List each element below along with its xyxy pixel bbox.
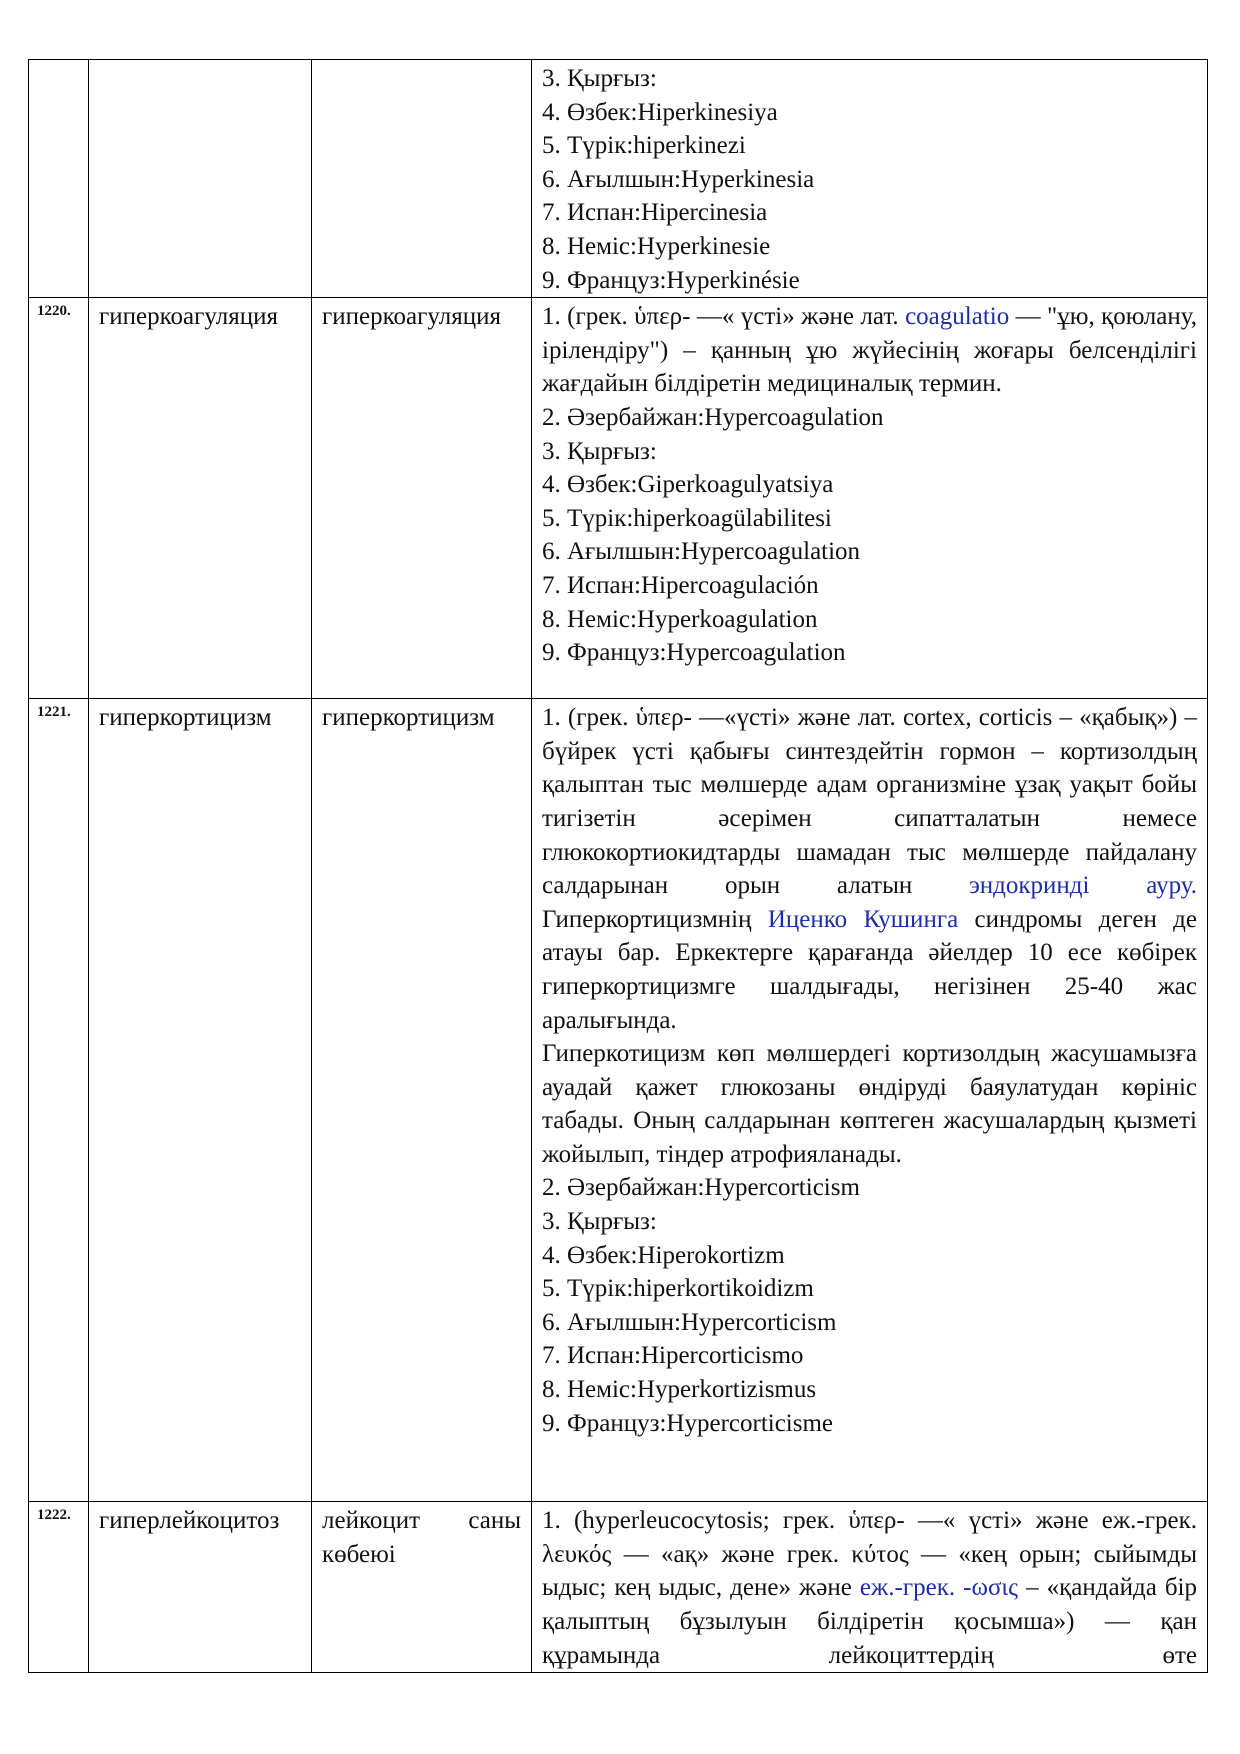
definition-text: Гиперкортицизмнің [542, 905, 752, 933]
definition-text: 1. (hyperleucocytosis; грек. ὑπερ- —« үсті» және еж.-грек. λευκός — «ақ» және грек. κύτος — «кең орын; сыйымды ыдыс; кең ыдыс, дене» және [542, 1507, 1197, 1602]
russian-term [312, 60, 532, 298]
table-row [29, 1502, 1208, 1673]
russian-term [312, 298, 532, 699]
definition-text: — "ұю, қоюлану, ірілендіру") – қанның ұю жүйесінің жоғары белсенділігі жағдайын білдіретін медициналық термин. [542, 303, 1198, 398]
translation-line: 8. Неміс:Hyperkinesie [542, 232, 771, 260]
table-row [29, 699, 1208, 1502]
entry-number: 1220. [29, 298, 89, 699]
russian-term [312, 699, 532, 1502]
definition-cell [532, 1502, 1208, 1673]
translation-line: 6. Ағылшын:Hyperkinesia [542, 165, 815, 193]
kazakh-term [89, 1502, 312, 1673]
entry-number [29, 60, 89, 298]
translation-line: 8. Неміс:Hyperkortizismus [542, 1376, 817, 1404]
translation-line: 4. Өзбек:Giperkoagulyatsiya [542, 471, 834, 499]
translation-line: 2. Әзербайжан:Hypercoagulation [542, 403, 884, 431]
translation-line: 4. Өзбек:Hiperkinesiya [542, 98, 778, 126]
definition-paragraph [542, 300, 1197, 401]
definition-paragraph [542, 1504, 1197, 1672]
translation-line: 5. Түрік:hiperkoagülabilitesi [542, 504, 832, 532]
translation-line: 6. Ағылшын:Hypercoagulation [542, 538, 861, 566]
term-text: гиперкоагуляция [99, 303, 278, 331]
entry-number: 1222. [29, 1502, 89, 1673]
kazakh-term [89, 60, 312, 298]
translation-line: 7. Испан:Hipercinesia [542, 199, 768, 227]
translation-line: 3. Қырғыз: [542, 1208, 657, 1236]
translation-line: 9. Француз:Hypercoagulation [542, 639, 846, 667]
definition-text: 1. (грек. ὑπερ- —«үсті» және лат. cortex, corticis – «қабық») – бүйрек үсті қабығы синтездейтін гормон – кортизолдың қалыптан тыс мөлшерде адам организміне ұзақ уақыт бойы тигізетін әсерімен сипатталатын немесе глюкокортиокидтарды шамадан тыс мөлшерде пайдалану салдарынан орын алатын [542, 704, 1197, 900]
table-row [29, 298, 1208, 699]
translation-line: 4. Өзбек:Hiperokortizm [542, 1241, 785, 1269]
kazakh-term [89, 699, 312, 1502]
term-text: гиперкоагуляция [322, 303, 501, 331]
translation-line: 9. Француз:Hyperkinésie [542, 266, 800, 294]
wiki-link[interactable]: coagulatio [905, 303, 1010, 331]
translation-line: 8. Неміс:Hyperkoagulation [542, 605, 818, 633]
definition-cell [532, 298, 1208, 699]
table-row [29, 60, 1208, 298]
wiki-link[interactable]: эндокринді ауру. [969, 872, 1197, 900]
translation-line: 5. Түрік:hiperkortikoidizm [542, 1275, 814, 1303]
translation-line: 7. Испан:Hipercoagulación [542, 571, 819, 599]
definition-cell [532, 60, 1208, 298]
translation-line: 2. Әзербайжан:Hypercorticism [542, 1174, 860, 1202]
term-text: гиперлейкоцитоз [99, 1507, 280, 1535]
term-text: гиперкортицизм [99, 704, 272, 732]
translation-line: 3. Қырғыз: [542, 65, 657, 92]
translation-line: 5. Түрік:hiperkinezi [542, 132, 746, 160]
definition-text: синдромы деген де атауы бар. Еркектерге қарағанда әйелдер 10 есе көбірек гиперкортицизмге шалдығады, негізінен 25-40 жас аралығында. [542, 905, 1197, 1034]
translation-line: 6. Ағылшын:Hypercorticism [542, 1308, 837, 1336]
definition-cell [532, 699, 1208, 1502]
term-text: гиперкортицизм [322, 704, 495, 732]
translation-line: 7. Испан:Hipercorticismo [542, 1342, 804, 1370]
kazakh-term [89, 298, 312, 699]
wiki-link[interactable]: еж.-грек. -ωσις [859, 1574, 1019, 1602]
definition-text: – «қандайда бір қалыптың бұзылуын білдіретін қосымша») — қан құрамында лейкоциттердің өте [542, 1574, 1198, 1669]
definition-paragraph: Гиперкотицизм көп мөлшердегі кортизолдың жасушамызға ауадай қажет глюкозаны өндіруді баяулатудан көрініс табады. Оның салдарынан көптеген жасушалардың қызметі жойылып, тіндер атрофияланады. [542, 1040, 1197, 1168]
russian-term: лейкоцит саны көбеюі [312, 1502, 532, 1673]
translation-line: 3. Қырғыз: [542, 437, 657, 465]
definition-text: 1. (грек. ὑπερ- —« үсті» және лат. [542, 303, 899, 331]
wiki-link[interactable]: Иценко Кушинга [767, 905, 959, 933]
dictionary-table [28, 59, 1208, 1673]
definition-paragraph [542, 701, 1197, 1037]
translation-line: 9. Француз:Hypercorticisme [542, 1409, 834, 1437]
entry-number: 1221. [29, 699, 89, 1502]
